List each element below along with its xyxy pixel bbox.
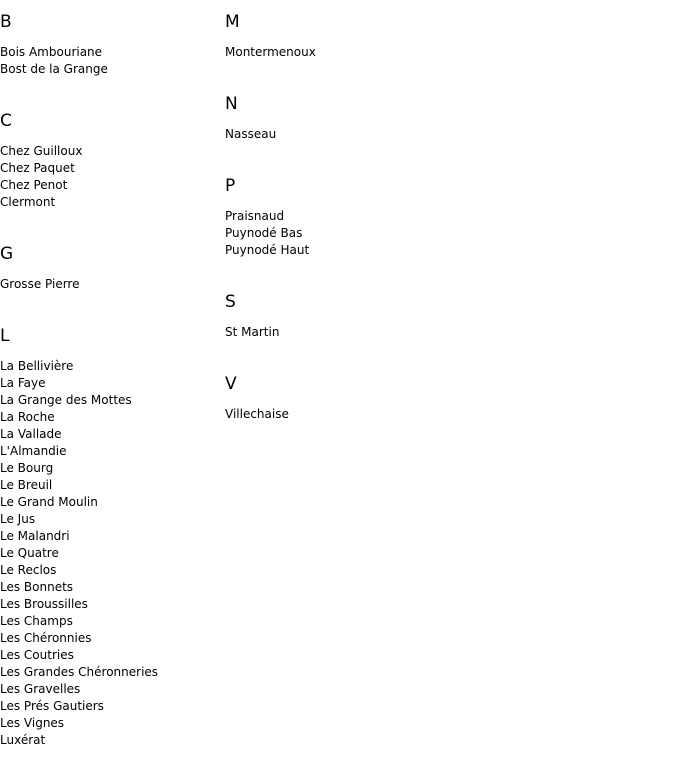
letter-group-p (225, 164, 445, 280)
place-list (225, 397, 445, 444)
place-list (0, 349, 220, 770)
place-link[interactable]: La Vallade (0, 427, 62, 441)
letter-heading: S (225, 292, 236, 312)
place-list (225, 315, 445, 362)
place-link[interactable]: Les Grandes Chéronneries (0, 665, 159, 679)
place-link[interactable]: La Faye (0, 376, 46, 390)
place-link[interactable]: Montermenoux (225, 45, 316, 59)
letter-group-m (225, 0, 445, 82)
place-link[interactable]: Chez Guilloux (0, 144, 83, 158)
place-link[interactable]: La Bellivière (0, 359, 74, 373)
letter-heading: B (0, 12, 12, 32)
place-link[interactable]: Chez Paquet (0, 161, 75, 175)
place-link[interactable]: Le Jus (0, 512, 36, 526)
letter-heading: G (0, 244, 14, 264)
place-link[interactable]: Clermont (0, 195, 56, 209)
place-link[interactable]: Bois Ambouriane (0, 45, 103, 59)
letter-heading: V (225, 374, 237, 394)
place-link[interactable]: Chez Penot (0, 178, 68, 192)
place-link[interactable]: La Roche (0, 410, 55, 424)
letter-heading: L (0, 326, 10, 346)
letter-heading: N (225, 94, 238, 114)
place-list (225, 35, 445, 82)
place-list (0, 35, 220, 99)
letter-group-n (225, 82, 445, 164)
place-link[interactable]: Praisnaud (225, 209, 285, 223)
place-link[interactable]: Les Coutries (0, 648, 74, 662)
place-link[interactable]: Le Reclos (0, 563, 57, 577)
letter-group-g (0, 232, 220, 314)
letter-group-s (225, 280, 445, 362)
place-link[interactable]: Les Champs (0, 614, 73, 628)
place-link[interactable]: Les Broussilles (0, 597, 88, 611)
letter-group-c (0, 99, 220, 232)
place-link[interactable]: Bost de la Grange (0, 62, 108, 76)
place-link[interactable]: Villechaise (225, 407, 289, 421)
place-link[interactable]: St Martin (225, 325, 280, 339)
place-link[interactable]: L'Almandie (0, 444, 67, 458)
place-link[interactable]: Les Prés Gautiers (0, 699, 104, 713)
place-link[interactable]: Les Bonnets (0, 580, 74, 594)
place-list (0, 267, 220, 314)
place-link[interactable]: Puynodé Haut (225, 243, 310, 257)
letter-heading: M (225, 12, 240, 32)
place-link[interactable]: Puynodé Bas (225, 226, 303, 240)
letter-group-l (0, 314, 220, 770)
place-list (225, 199, 445, 280)
letter-heading: C (0, 111, 12, 131)
place-link[interactable]: Le Bourg (0, 461, 54, 475)
place-link[interactable]: Les Chéronnies (0, 631, 92, 645)
place-link[interactable]: Le Quatre (0, 546, 59, 560)
letter-group-v (225, 362, 445, 444)
place-link[interactable]: Luxérat (0, 733, 46, 747)
place-link[interactable]: La Grange des Mottes (0, 393, 132, 407)
place-list (225, 117, 445, 164)
place-link[interactable]: Les Gravelles (0, 682, 81, 696)
place-link[interactable]: Le Grand Moulin (0, 495, 98, 509)
place-link[interactable]: Le Malandri (0, 529, 70, 543)
place-list (0, 134, 220, 232)
letter-group-b (0, 0, 220, 99)
place-link[interactable]: Nasseau (225, 127, 277, 141)
index-column-right (225, 0, 445, 444)
place-link[interactable]: Les Vignes (0, 716, 65, 730)
letter-heading: P (225, 176, 236, 196)
place-link[interactable]: Grosse Pierre (0, 277, 80, 291)
place-link[interactable]: Le Breuil (0, 478, 53, 492)
index-column-left (0, 0, 220, 770)
